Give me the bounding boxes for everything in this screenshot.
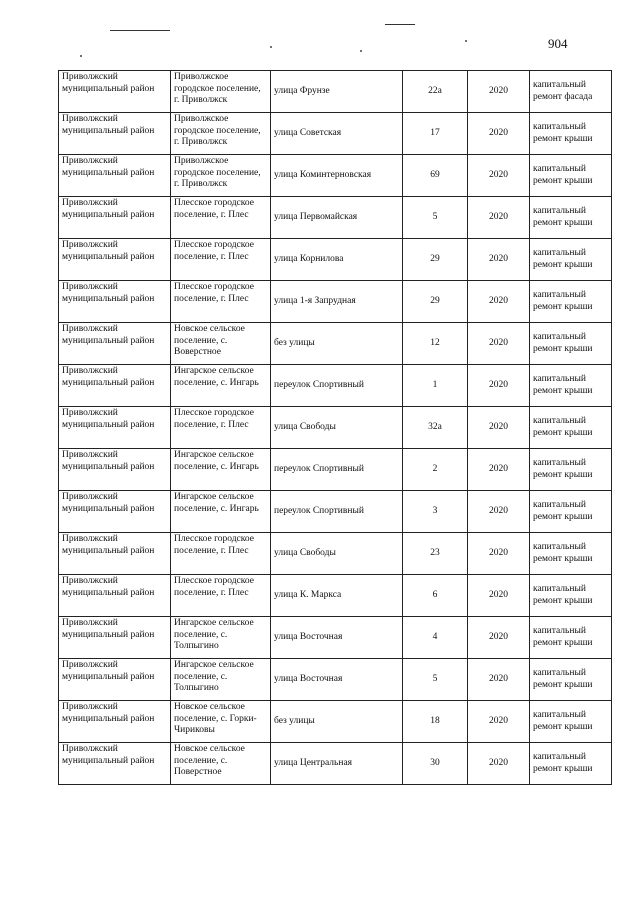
cell-street: улица Свободы xyxy=(271,407,403,449)
cell-district: Приволжский муниципальный район xyxy=(59,71,171,113)
cell-year: 2020 xyxy=(468,743,530,785)
cell-work: капитальный ремонт крыши xyxy=(530,239,612,281)
cell-year: 2020 xyxy=(468,701,530,743)
cell-settlement: Новское сельское поселение, с. Горки-Чириковы xyxy=(171,701,271,743)
cell-district: Приволжский муниципальный район xyxy=(59,365,171,407)
cell-work: капитальный ремонт крыши xyxy=(530,575,612,617)
cell-street: улица Свободы xyxy=(271,533,403,575)
cell-house: 6 xyxy=(403,575,468,617)
scan-line xyxy=(110,30,170,31)
cell-year: 2020 xyxy=(468,239,530,281)
cell-house: 17 xyxy=(403,113,468,155)
cell-house: 22а xyxy=(403,71,468,113)
cell-house: 18 xyxy=(403,701,468,743)
cell-house: 29 xyxy=(403,281,468,323)
cell-house: 23 xyxy=(403,533,468,575)
cell-street: улица Центральная xyxy=(271,743,403,785)
cell-settlement: Плесское городское поселение, г. Плес xyxy=(171,239,271,281)
cell-year: 2020 xyxy=(468,533,530,575)
table-row xyxy=(59,449,612,491)
cell-work: капитальный ремонт крыши xyxy=(530,113,612,155)
cell-settlement: Приволжское городское поселение, г. Приволжск xyxy=(171,155,271,197)
table-row xyxy=(59,197,612,239)
cell-year: 2020 xyxy=(468,617,530,659)
cell-street: улица Корнилова xyxy=(271,239,403,281)
cell-work: капитальный ремонт крыши xyxy=(530,407,612,449)
cell-settlement: Ингарское сельское поселение, с. Ингарь xyxy=(171,449,271,491)
table-body xyxy=(59,71,612,785)
cell-house: 29 xyxy=(403,239,468,281)
table-row xyxy=(59,323,612,365)
cell-work: капитальный ремонт крыши xyxy=(530,365,612,407)
cell-year: 2020 xyxy=(468,491,530,533)
cell-house: 32а xyxy=(403,407,468,449)
cell-house: 2 xyxy=(403,449,468,491)
cell-settlement: Ингарское сельское поселение, с. Толпыгино xyxy=(171,617,271,659)
cell-settlement: Плесское городское поселение, г. Плес xyxy=(171,575,271,617)
cell-work: капитальный ремонт крыши xyxy=(530,449,612,491)
cell-settlement: Ингарское сельское поселение, с. Ингарь xyxy=(171,365,271,407)
table-row xyxy=(59,407,612,449)
cell-district: Приволжский муниципальный район xyxy=(59,533,171,575)
cell-year: 2020 xyxy=(468,659,530,701)
table-row xyxy=(59,617,612,659)
cell-settlement: Новское сельское поселение, с. Поверстное xyxy=(171,743,271,785)
cell-district: Приволжский муниципальный район xyxy=(59,281,171,323)
cell-work: капитальный ремонт фасада xyxy=(530,71,612,113)
cell-year: 2020 xyxy=(468,71,530,113)
cell-year: 2020 xyxy=(468,407,530,449)
page-number: 904 xyxy=(548,36,568,51)
table-row xyxy=(59,701,612,743)
cell-street: переулок Спортивный xyxy=(271,449,403,491)
cell-work: капитальный ремонт крыши xyxy=(530,323,612,365)
table-row xyxy=(59,533,612,575)
cell-work: капитальный ремонт крыши xyxy=(530,491,612,533)
cell-house: 69 xyxy=(403,155,468,197)
cell-street: улица К. Маркса xyxy=(271,575,403,617)
cell-year: 2020 xyxy=(468,197,530,239)
scan-dot xyxy=(360,50,362,52)
cell-street: улица Восточная xyxy=(271,659,403,701)
scan-dot xyxy=(270,46,272,48)
table-row xyxy=(59,281,612,323)
cell-settlement: Плесское городское поселение, г. Плес xyxy=(171,281,271,323)
cell-district: Приволжский муниципальный район xyxy=(59,575,171,617)
cell-street: без улицы xyxy=(271,701,403,743)
cell-street: улица 1-я Запрудная xyxy=(271,281,403,323)
repair-schedule-table xyxy=(58,70,612,785)
table-row xyxy=(59,239,612,281)
cell-work: капитальный ремонт крыши xyxy=(530,533,612,575)
cell-year: 2020 xyxy=(468,281,530,323)
cell-street: улица Коминтерновская xyxy=(271,155,403,197)
scan-dot xyxy=(465,40,467,42)
cell-year: 2020 xyxy=(468,155,530,197)
table-row xyxy=(59,743,612,785)
cell-street: улица Советская xyxy=(271,113,403,155)
cell-district: Приволжский муниципальный район xyxy=(59,617,171,659)
cell-work: капитальный ремонт крыши xyxy=(530,701,612,743)
cell-house: 5 xyxy=(403,197,468,239)
cell-work: капитальный ремонт крыши xyxy=(530,743,612,785)
cell-district: Приволжский муниципальный район xyxy=(59,491,171,533)
cell-work: капитальный ремонт крыши xyxy=(530,659,612,701)
cell-street: улица Фрунзе xyxy=(271,71,403,113)
cell-settlement: Приволжское городское поселение, г. Приволжск xyxy=(171,71,271,113)
cell-house: 3 xyxy=(403,491,468,533)
cell-district: Приволжский муниципальный район xyxy=(59,701,171,743)
cell-district: Приволжский муниципальный район xyxy=(59,449,171,491)
cell-district: Приволжский муниципальный район xyxy=(59,407,171,449)
cell-street: улица Восточная xyxy=(271,617,403,659)
table-row xyxy=(59,491,612,533)
table-row xyxy=(59,365,612,407)
cell-settlement: Приволжское городское поселение, г. Приволжск xyxy=(171,113,271,155)
cell-street: улица Первомайская xyxy=(271,197,403,239)
cell-district: Приволжский муниципальный район xyxy=(59,743,171,785)
cell-year: 2020 xyxy=(468,575,530,617)
scan-line xyxy=(385,24,415,25)
cell-house: 1 xyxy=(403,365,468,407)
cell-work: капитальный ремонт крыши xyxy=(530,617,612,659)
cell-district: Приволжский муниципальный район xyxy=(59,239,171,281)
table-row xyxy=(59,71,612,113)
cell-district: Приволжский муниципальный район xyxy=(59,197,171,239)
cell-house: 4 xyxy=(403,617,468,659)
cell-work: капитальный ремонт крыши xyxy=(530,281,612,323)
cell-settlement: Плесское городское поселение, г. Плес xyxy=(171,407,271,449)
cell-street: переулок Спортивный xyxy=(271,491,403,533)
table-row xyxy=(59,113,612,155)
cell-work: капитальный ремонт крыши xyxy=(530,155,612,197)
scan-dot xyxy=(80,55,82,57)
cell-district: Приволжский муниципальный район xyxy=(59,659,171,701)
cell-settlement: Плесское городское поселение, г. Плес xyxy=(171,197,271,239)
cell-settlement: Ингарское сельское поселение, с. Толпыгино xyxy=(171,659,271,701)
table-row xyxy=(59,155,612,197)
cell-year: 2020 xyxy=(468,113,530,155)
cell-house: 12 xyxy=(403,323,468,365)
cell-year: 2020 xyxy=(468,323,530,365)
cell-street: переулок Спортивный xyxy=(271,365,403,407)
cell-street: без улицы xyxy=(271,323,403,365)
cell-settlement: Новское сельское поселение, с. Воверстное xyxy=(171,323,271,365)
cell-district: Приволжский муниципальный район xyxy=(59,113,171,155)
cell-house: 5 xyxy=(403,659,468,701)
cell-settlement: Плесское городское поселение, г. Плес xyxy=(171,533,271,575)
cell-district: Приволжский муниципальный район xyxy=(59,323,171,365)
cell-year: 2020 xyxy=(468,365,530,407)
cell-year: 2020 xyxy=(468,449,530,491)
cell-district: Приволжский муниципальный район xyxy=(59,155,171,197)
table-row xyxy=(59,659,612,701)
cell-work: капитальный ремонт крыши xyxy=(530,197,612,239)
cell-house: 30 xyxy=(403,743,468,785)
cell-settlement: Ингарское сельское поселение, с. Ингарь xyxy=(171,491,271,533)
table-row xyxy=(59,575,612,617)
